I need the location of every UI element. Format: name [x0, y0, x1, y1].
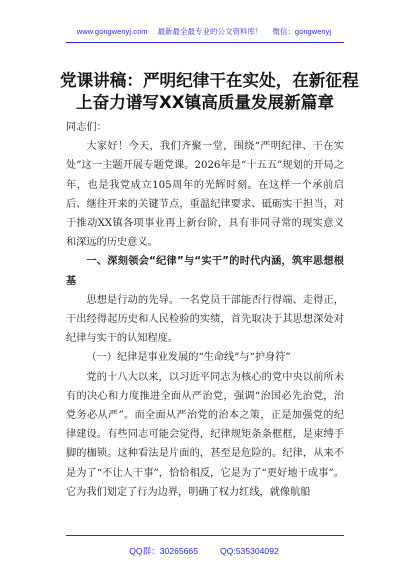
header-wechat: 微信：gongwenyj: [272, 27, 332, 36]
footer-rule: [66, 535, 344, 536]
section-1-heading: 一、深刻领会“纪律”与“实干”的时代内涵，筑牢思想根基: [66, 256, 344, 287]
subsection-1-paragraph: 党的十八大以来，以习近平同志为核心的党中央以前所未有的决心和力度推进全面从严治党，强调“治国必先治党，治党务必从严”。而全面从严治党的治本之策，正是加强党的纪律建设。有些同志可能会觉得，纪律规矩条条框框，是束缚手脚的枷锁。这种看法是片面的，甚至是危险的。纪律，从来不是为了“不让人干事”，恰恰相反，它是为了“更好地干成事”。它为我们划定了行为边界，明确了权力红线，就像航船: [66, 371, 344, 498]
footer-qq: QQ:535304092: [220, 546, 279, 556]
page-footer: [0, 545, 408, 557]
salutation: 同志们：: [66, 122, 107, 133]
subsection-1-heading: （一）纪律是事业发展的“生命线”与“护身符”: [86, 352, 291, 364]
document-body: [66, 118, 344, 502]
document-title: [60, 70, 359, 114]
intro-paragraph: 大家好！今天，我们齐聚一堂，围绕“严明纪律、干在实处”这一主题开展专题党课。2026年是“十五五”规划的开局之年，也是我党成立105周年的光辉时刻。在这样一个承前启后、继往开来的关键节点，重温纪律要求、砥砺实干担当，对于推动XX镇各项事业再上新台阶，具有非同寻常的现实意义和深远的历史意义。: [66, 141, 344, 249]
header-rule: [66, 42, 344, 43]
section-1-paragraph: 思想是行动的先导。一名党员干部能否行得端、走得正，干出经得起历史和人民检验的实绩，首先取决于其思想深处对纪律与实干的认知程度。: [66, 294, 344, 345]
header-site-link[interactable]: www.gongwenyj.com: [76, 27, 148, 36]
header-slogan: 最新最全最专业的公文资料库！: [157, 27, 263, 36]
title-line-2: 上奋力谱写XX镇高质量发展新篇章: [76, 93, 334, 112]
title-line-1: 党课讲稿：严明纪律干在实处，在新征程: [60, 71, 359, 90]
footer-qq-group: QQ群：30265665: [129, 546, 198, 556]
page-header: [0, 26, 408, 37]
